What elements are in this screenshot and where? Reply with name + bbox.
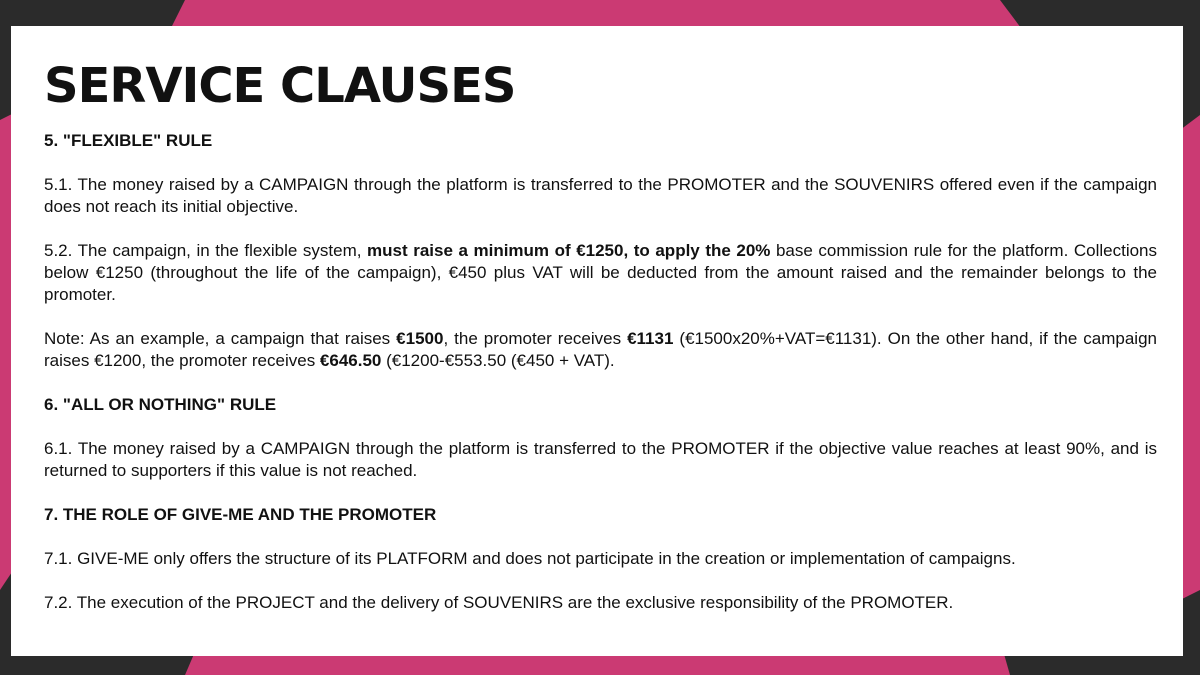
- spacer: [44, 570, 1157, 592]
- note-text-b: , the promoter receives: [443, 329, 628, 348]
- clause-5-2: [44, 240, 1157, 306]
- note-amount-raised: €1500: [396, 329, 444, 348]
- section-heading-flexible: 5. "FLEXIBLE" RULE: [44, 131, 213, 150]
- note-text-d: (€1200-€553.50 (€450 + VAT).: [381, 351, 615, 370]
- note-text-c: (€1500x20%+VAT=€1131). On the other hand, if the campaign raises €1200, the promoter receives: [44, 329, 1157, 370]
- clause-6-1: 6.1. The money raised by a CAMPAIGN through the platform is transferred to the PROMOTER if the objective value reaches at least 90%, and is returned to supporters if this value is not reached.: [44, 439, 1157, 480]
- clause-5-2-text-b: base commission rule for the platform. Collections below €1250 (throughout the life of the campaign), €450 plus VAT will be deducted from the amount raised and the remainder belongs to the promoter.: [44, 241, 1158, 304]
- slide-card: [11, 26, 1183, 656]
- spacer: [44, 372, 1157, 394]
- note-amount-received: €1131: [627, 329, 674, 348]
- section-heading-all-or-nothing: 6. "ALL OR NOTHING" RULE: [44, 395, 277, 414]
- background-accent-right: [1180, 0, 1200, 675]
- page-title: SERVICE CLAUSES: [44, 58, 516, 114]
- clause-5-1: 5.1. The money raised by a CAMPAIGN through the platform is transferred to the PROMOTER and the SOUVENIRS offered even if the campaign does not reach its initial objective.: [44, 175, 1157, 216]
- example-note: [44, 328, 1157, 372]
- spacer: [44, 416, 1157, 438]
- note-amount-received-low: €646.50: [319, 351, 382, 370]
- spacer: [44, 482, 1157, 504]
- note-text-a: Note: As an example, a campaign that raises: [44, 329, 397, 348]
- clause-7-2: 7.2. The execution of the PROJECT and the delivery of SOUVENIRS are the exclusive responsibility of the PROMOTER.: [44, 593, 954, 612]
- clause-7-1: 7.1. GIVE-ME only offers the structure of its PLATFORM and does not participate in the creation or implementation of campaigns.: [44, 549, 1016, 568]
- spacer: [44, 306, 1157, 328]
- spacer: [44, 152, 1157, 174]
- section-heading-role: 7. THE ROLE OF GIVE-ME AND THE PROMOTER: [44, 505, 437, 524]
- clause-5-2-emphasis: must raise a minimum of €1250, to apply the 20%: [367, 241, 771, 260]
- spacer: [44, 526, 1157, 548]
- clause-5-2-text-a: 5.2. The campaign, in the flexible system,: [44, 241, 368, 260]
- spacer: [44, 218, 1157, 240]
- slide-content: [44, 56, 1157, 614]
